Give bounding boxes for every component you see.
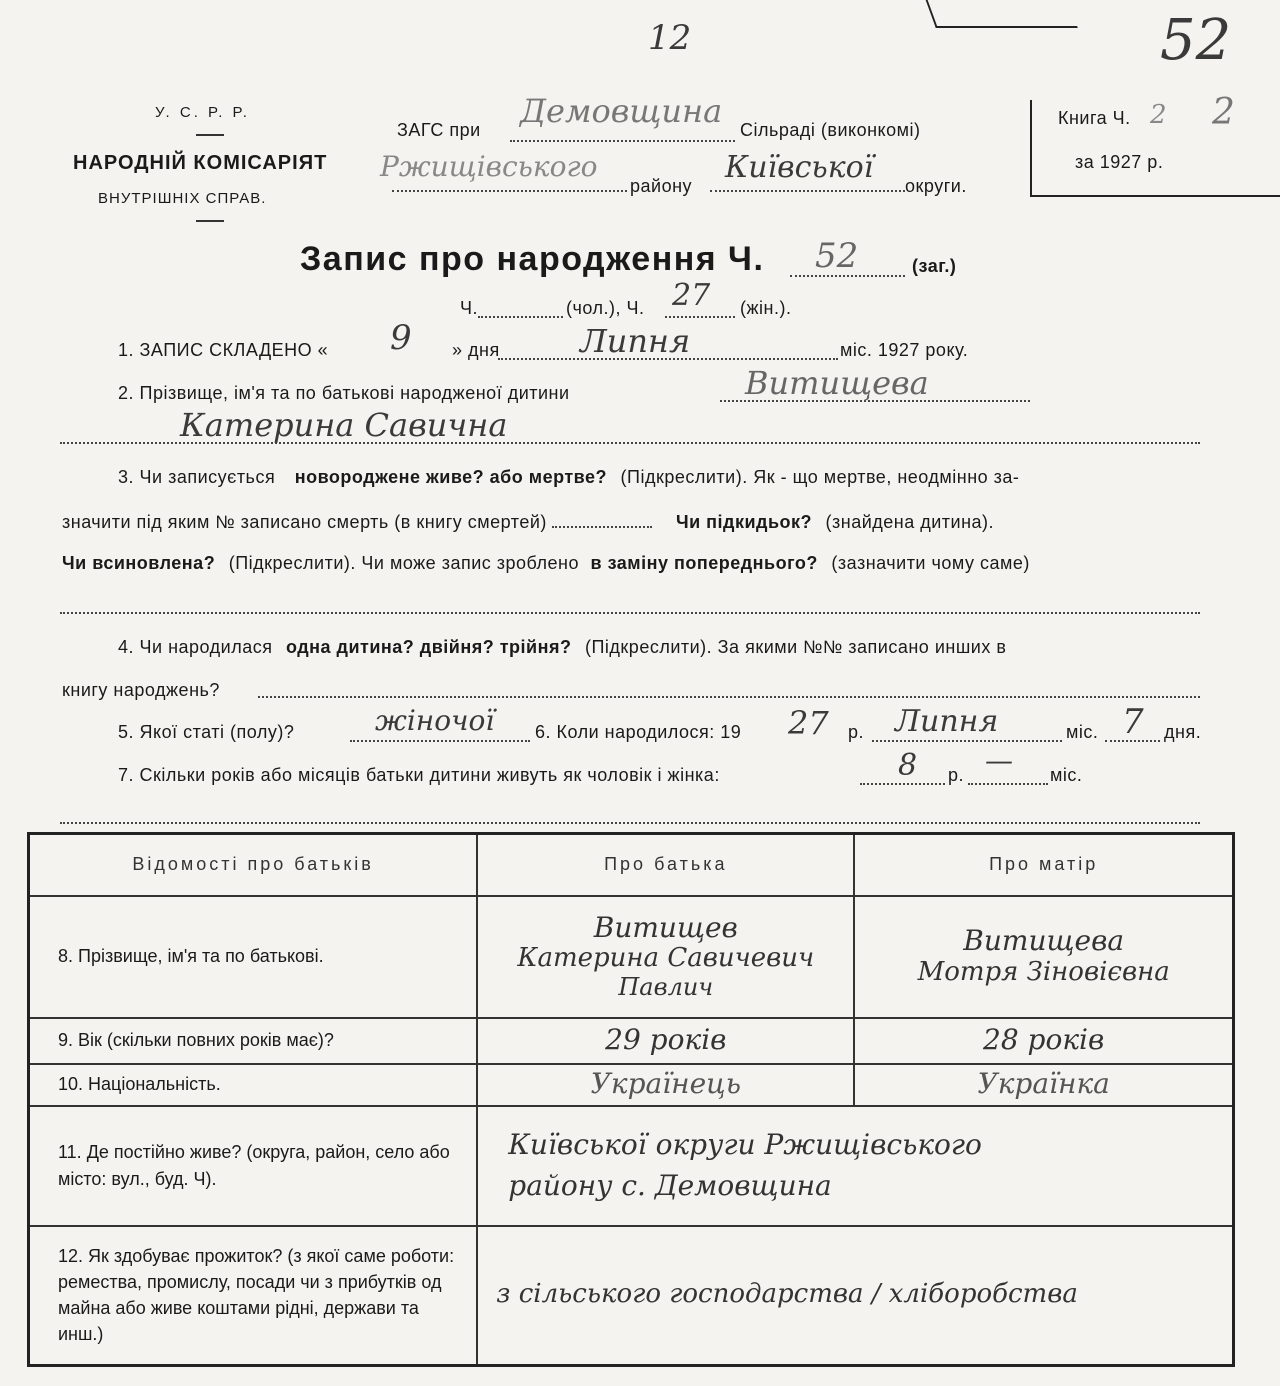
row7-blank-line bbox=[60, 822, 1200, 824]
row1-label: 1. ЗАПИС СКЛАДЕНО « bbox=[118, 340, 329, 360]
subtitle-female-line bbox=[665, 316, 735, 318]
zags-district-line bbox=[392, 190, 627, 192]
row-label: 9. Вік (скільки повних років має)? bbox=[29, 1018, 478, 1064]
row3-l3 bbox=[62, 553, 1030, 574]
book-extra: 2 bbox=[1212, 92, 1235, 133]
occupation-value: з сільського господарства / хліборобства bbox=[496, 1279, 1078, 1310]
zags-village: Демовщина bbox=[520, 92, 723, 130]
row3-l1b: новороджене живе? або мертве? bbox=[294, 467, 608, 487]
zags-village-line bbox=[510, 140, 735, 142]
row6-year: 27 bbox=[788, 704, 829, 742]
row-label: 8. Прізвище, ім'я та по батькові. bbox=[29, 896, 478, 1018]
title-suffix: (заг.) bbox=[912, 256, 957, 276]
row7-months-line bbox=[968, 783, 1048, 785]
row3-l1a: 3. Чи записується bbox=[118, 467, 276, 487]
zags-okrug: Київської bbox=[725, 150, 874, 185]
parents-table bbox=[27, 832, 1235, 1367]
row5-sex-line bbox=[350, 740, 530, 742]
father-cell bbox=[477, 1018, 854, 1064]
row4-l1 bbox=[118, 637, 1006, 658]
row3-l2a: значити під яким № записано смерть (в книгу смертей) bbox=[62, 512, 547, 532]
zags-okrug-line bbox=[710, 190, 905, 192]
occupation-cell bbox=[477, 1226, 1233, 1366]
row3-l2b: Чи підкидьок? bbox=[675, 512, 813, 532]
row6-month-line bbox=[872, 740, 1062, 742]
row7-months: — bbox=[985, 744, 1013, 777]
row6-month: Липня bbox=[895, 704, 999, 739]
row3-l3b: (Підкреслити). Чи може запис зроблено bbox=[228, 553, 579, 573]
row6-r: р. bbox=[848, 722, 865, 742]
mother-value: Українка bbox=[977, 1067, 1110, 1101]
row1-end: міс. 1927 року. bbox=[840, 340, 969, 360]
row5-sex: жіночої bbox=[375, 704, 495, 737]
header-divider-2 bbox=[196, 220, 224, 222]
subtitle-female: (жін.). bbox=[740, 298, 792, 318]
row2-name: Катерина Савична bbox=[180, 406, 508, 444]
table-row bbox=[29, 1226, 1234, 1366]
row7-mis: міс. bbox=[1050, 765, 1083, 785]
father-cell bbox=[477, 896, 854, 1018]
row3-l3a: Чи всиновлена? bbox=[62, 553, 216, 573]
row1-mid: » дня bbox=[452, 340, 500, 360]
father-value: 29 років bbox=[605, 1023, 727, 1057]
father-cell bbox=[477, 1064, 854, 1106]
subtitle-female-number: 27 bbox=[672, 278, 711, 313]
mother-cell bbox=[854, 1018, 1233, 1064]
father-value: Павлич bbox=[618, 972, 714, 1001]
row7-years-line bbox=[860, 783, 945, 785]
header-commissariat: НАРОДНІЙ КОМІСАРІЯТ bbox=[73, 152, 328, 174]
row3-l3d: (зазначити чому саме) bbox=[831, 553, 1030, 573]
row5-label: 5. Якої статі (полу)? bbox=[118, 722, 295, 742]
zags-district: Ржищівського bbox=[380, 150, 598, 183]
row4-line bbox=[258, 696, 1200, 698]
row3-l3c: в заміну попереднього? bbox=[590, 553, 818, 573]
father-value: Витищев bbox=[593, 910, 738, 944]
row4-l1c: (Підкреслити). За якими №№ записано инших в bbox=[585, 637, 1007, 657]
row4-l1b: одна дитина? двійня? трійня? bbox=[285, 637, 572, 657]
page-title: Запис про народження Ч. bbox=[300, 240, 765, 278]
book-label: Книга Ч. bbox=[1058, 108, 1131, 128]
mother-value: Мотря Зіновієвна bbox=[917, 956, 1170, 987]
row-label bbox=[29, 1106, 478, 1226]
zags-council: Сільраді (виконкомі) bbox=[740, 120, 921, 140]
corner-mark: 52 bbox=[1160, 8, 1232, 73]
father-value: Катерина Савичевич bbox=[517, 942, 815, 973]
page-number: 12 bbox=[648, 18, 692, 58]
row-label-text: 12. Як здобуває прожиток? (з якої саме роботи: ремества, промислу, посади чи з прибутків од майна або живе коштами рідні, держави та инш.) bbox=[58, 1246, 455, 1345]
table-row bbox=[29, 1064, 1234, 1106]
residence-cell bbox=[477, 1106, 1233, 1226]
mother-cell bbox=[854, 896, 1233, 1018]
row2-surname: Витищева bbox=[745, 364, 929, 402]
father-value: Українець bbox=[590, 1067, 741, 1101]
row6-day: 7 bbox=[1122, 702, 1144, 742]
row-label-text: 11. Де постійно живе? (округа, район, село або місто: вул., буд. Ч). bbox=[58, 1142, 450, 1189]
row1-day: 9 bbox=[390, 318, 412, 358]
row3-l1 bbox=[118, 467, 1019, 488]
row6-label: 6. Коли народилося: 19 bbox=[535, 722, 742, 742]
table-header-row bbox=[29, 834, 1234, 896]
row7-r: р. bbox=[948, 765, 965, 785]
row3-l2 bbox=[62, 512, 994, 533]
header-usrr: У. С. Р. Р. bbox=[155, 104, 250, 121]
table-row bbox=[29, 1106, 1234, 1226]
row2-label: 2. Прізвище, ім'я та по батькові народженої дитини bbox=[118, 383, 570, 403]
zags-okrug-label: округи. bbox=[905, 176, 967, 196]
table-row bbox=[29, 896, 1234, 1018]
row7-label: 7. Скільки років або місяців батьки дитини живуть як чоловік і жінка: bbox=[118, 765, 720, 785]
book-year: за 1927 р. bbox=[1075, 152, 1164, 172]
row-label bbox=[29, 1226, 478, 1366]
mother-value: 28 років bbox=[983, 1023, 1105, 1057]
row3-blank-line bbox=[60, 612, 1200, 614]
header-info: Відомості про батьків bbox=[29, 834, 478, 896]
row6-dnya: дня. bbox=[1164, 722, 1202, 742]
residence-value: району с. Демовщина bbox=[508, 1168, 832, 1202]
row1-month: Липня bbox=[580, 322, 691, 360]
subtitle-male-line bbox=[478, 316, 563, 318]
row3-l2c: (знайдена дитина). bbox=[825, 512, 995, 532]
subtitle-ch: Ч. bbox=[460, 298, 478, 318]
row7-years: 8 bbox=[898, 748, 918, 783]
residence-value: Київської округи Ржищівського bbox=[508, 1128, 982, 1162]
row-label: 10. Національність. bbox=[29, 1064, 478, 1106]
row4-l2: книгу народжень? bbox=[62, 680, 220, 700]
row3-l2-dots bbox=[552, 526, 652, 528]
corner-frame bbox=[924, 0, 1078, 28]
row4-l1a: 4. Чи народилася bbox=[118, 637, 273, 657]
zags-prefix: ЗАГС при bbox=[397, 120, 481, 140]
header-mother: Про матір bbox=[854, 834, 1233, 896]
row6-mis: міс. bbox=[1066, 722, 1099, 742]
header-father: Про батька bbox=[477, 834, 854, 896]
mother-value: Витищева bbox=[963, 924, 1125, 958]
zags-district-label: району bbox=[630, 176, 693, 196]
subtitle-male: (чол.), Ч. bbox=[566, 298, 645, 318]
book-number: 2 bbox=[1150, 100, 1167, 130]
header-divider bbox=[196, 134, 224, 136]
row3-l1c: (Підкреслити). Як - що мертве, неодмінно за- bbox=[620, 467, 1020, 487]
mother-cell bbox=[854, 1064, 1233, 1106]
header-internal: ВНУТРІШНІХ СПРАВ. bbox=[98, 190, 267, 207]
title-number: 52 bbox=[815, 236, 859, 276]
table-row bbox=[29, 1018, 1234, 1064]
